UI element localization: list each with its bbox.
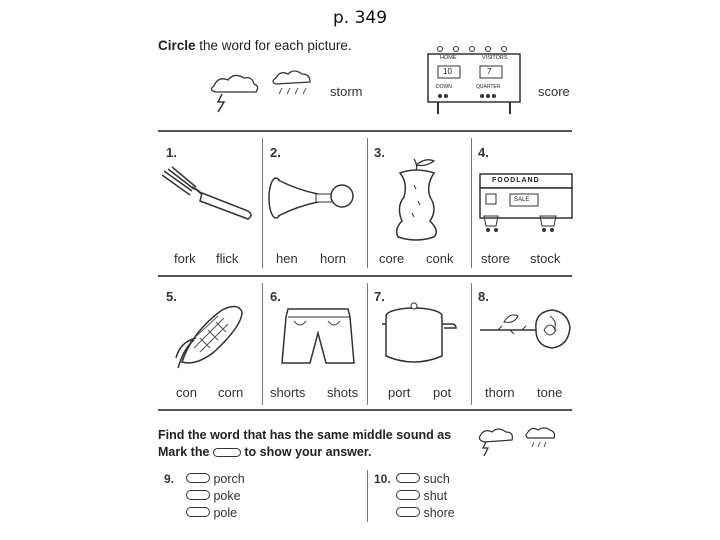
fork-icon bbox=[158, 165, 258, 235]
item-number: 5. bbox=[166, 289, 177, 304]
example-word-score[interactable]: score bbox=[538, 84, 570, 99]
column-divider bbox=[367, 283, 368, 405]
find-directions-line2-a: Mark the bbox=[158, 445, 210, 459]
choice-word[interactable]: corn bbox=[218, 385, 244, 400]
find-directions-line2-b: to show your answer. bbox=[244, 445, 372, 459]
scoreboard-visitors-label: VISITORS bbox=[482, 55, 508, 61]
choice-word[interactable]: hen bbox=[276, 251, 298, 266]
pot-icon bbox=[380, 302, 460, 370]
choice-word[interactable]: shorts bbox=[270, 385, 306, 400]
item-number: 6. bbox=[270, 289, 281, 304]
question-number: 9. bbox=[164, 472, 175, 486]
shorts-icon bbox=[280, 305, 354, 369]
choice-word[interactable]: port bbox=[388, 385, 411, 400]
column-divider bbox=[262, 283, 263, 405]
choice-word[interactable]: core bbox=[379, 251, 405, 266]
corn-icon bbox=[172, 298, 252, 374]
answer-oval-sample bbox=[213, 448, 241, 457]
section-divider bbox=[158, 130, 572, 132]
choice-word[interactable]: con bbox=[176, 385, 197, 400]
section-divider bbox=[158, 275, 572, 277]
answer-option-label: pole bbox=[213, 506, 238, 520]
choice-word[interactable]: conk bbox=[426, 251, 454, 266]
choice-word[interactable]: flick bbox=[216, 251, 239, 266]
answer-oval[interactable] bbox=[396, 507, 420, 517]
directions-rest: the word for each picture. bbox=[195, 38, 352, 53]
storm-icon bbox=[206, 64, 321, 116]
choice-word[interactable]: horn bbox=[320, 251, 347, 266]
rose-icon bbox=[478, 308, 578, 358]
column-divider bbox=[471, 138, 472, 268]
column-divider bbox=[471, 283, 472, 405]
find-directions-line1: Find the word that has the same middle sound as bbox=[158, 428, 452, 442]
answer-option[interactable] bbox=[186, 472, 245, 486]
item-number: 7. bbox=[374, 289, 385, 304]
item-number: 8. bbox=[478, 289, 489, 304]
answer-option[interactable] bbox=[396, 489, 447, 503]
item-number: 1. bbox=[166, 145, 177, 160]
answer-option[interactable] bbox=[186, 506, 237, 520]
item-number: 4. bbox=[478, 145, 489, 160]
horn-icon bbox=[266, 170, 362, 230]
answer-option[interactable] bbox=[186, 489, 241, 503]
choice-word[interactable]: shots bbox=[327, 385, 359, 400]
directions-bold: Circle bbox=[158, 38, 196, 53]
choice-word[interactable]: thorn bbox=[485, 385, 515, 400]
answer-option-label: such bbox=[423, 472, 450, 486]
answer-option-label: shut bbox=[423, 489, 448, 503]
choice-word[interactable]: fork bbox=[174, 251, 196, 266]
answer-oval[interactable] bbox=[396, 473, 420, 483]
column-divider bbox=[367, 138, 368, 268]
answer-oval[interactable] bbox=[186, 473, 210, 483]
answer-oval[interactable] bbox=[186, 507, 210, 517]
find-directions-line2 bbox=[158, 445, 372, 459]
answer-oval[interactable] bbox=[396, 490, 420, 500]
answer-option-label: poke bbox=[213, 489, 241, 503]
scoreboard-visitors-score: 7 bbox=[487, 67, 492, 76]
store-sale-sign: SALE bbox=[514, 197, 530, 203]
choice-word[interactable]: stock bbox=[530, 251, 561, 266]
choice-word[interactable]: tone bbox=[537, 385, 563, 400]
answer-option-label: shore bbox=[423, 506, 455, 520]
store-sign: FOODLAND bbox=[492, 177, 540, 184]
page-label: p. 349 bbox=[332, 8, 388, 28]
storm-icon bbox=[474, 422, 574, 462]
scoreboard-down-label: DOWN bbox=[436, 84, 452, 90]
scoreboard-home-score: 10 bbox=[443, 67, 452, 76]
scoreboard-icon bbox=[420, 44, 525, 116]
section-divider bbox=[158, 409, 572, 411]
example-word-storm[interactable]: storm bbox=[330, 84, 363, 99]
answer-option[interactable] bbox=[396, 506, 455, 520]
choice-word[interactable]: store bbox=[481, 251, 510, 266]
answer-oval[interactable] bbox=[186, 490, 210, 500]
scoreboard-home-label: HOME bbox=[440, 55, 457, 61]
answer-option-label: porch bbox=[213, 472, 245, 486]
item-number: 3. bbox=[374, 145, 385, 160]
directions bbox=[158, 38, 352, 53]
item-number: 2. bbox=[270, 145, 281, 160]
column-divider bbox=[367, 470, 368, 522]
apple-core-icon bbox=[384, 155, 454, 245]
column-divider bbox=[262, 138, 263, 268]
answer-option[interactable] bbox=[396, 472, 450, 486]
scoreboard-quarter-label: QUARTER bbox=[476, 84, 501, 90]
choice-word[interactable]: pot bbox=[433, 385, 452, 400]
question-number: 10. bbox=[374, 472, 391, 486]
